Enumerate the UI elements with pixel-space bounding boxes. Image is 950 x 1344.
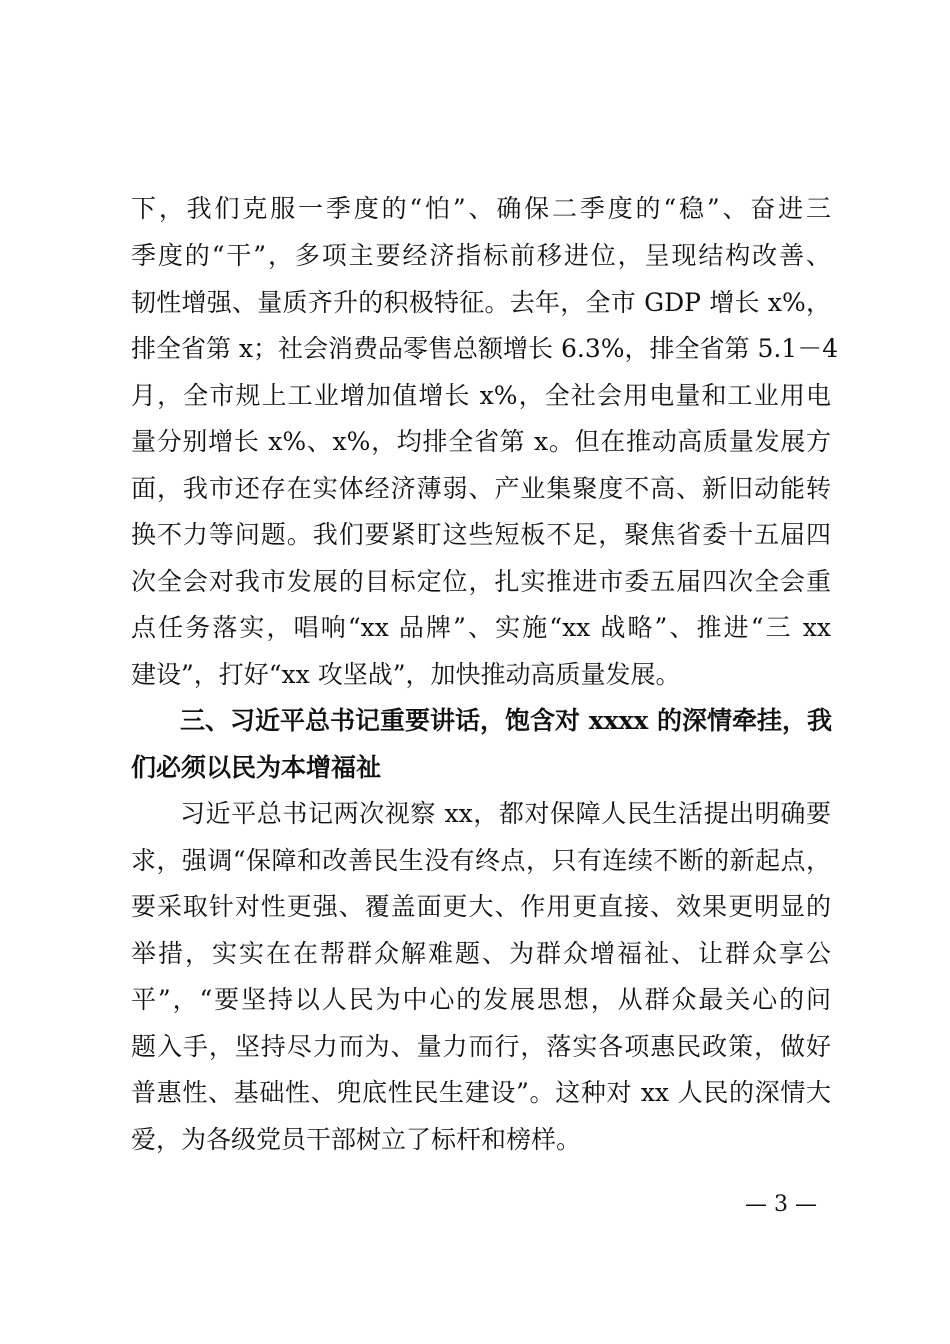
text-line: 题入手，坚持尽力而为、量力而行，落实各项惠民政策，做好	[131, 1032, 831, 1061]
text-line: 季度的“干”，多项主要经济指标前移进位，呈现结构改善、	[131, 241, 831, 270]
text-line: 平”，“要坚持以人民为中心的发展思想，从群众最关心的问	[131, 985, 831, 1014]
text-line: 换不力等问题。我们要紧盯这些短板不足，聚焦省委十五届四	[131, 520, 831, 549]
text-line: 求，强调“保障和改善民生没有终点，只有连续不断的新起点，	[131, 846, 831, 875]
text-line: 量分别增长 x%、x%，均排全省第 x。但在推动高质量发展方	[131, 427, 831, 456]
page-number: — 3 —	[745, 1192, 817, 1217]
text-line: 普惠性、基础性、兜底性民生建设”。这种对 xx 人民的深情大	[131, 1078, 831, 1107]
text-line: 建设”，打好“xx 攻坚战”，加快推动高质量发展。	[131, 660, 681, 689]
text-line: 下，我们克服一季度的“怕”、确保二季度的“稳”、奋进三	[131, 194, 831, 223]
text-line: 次全会对我市发展的目标定位，扎实推进市委五届四次全会重	[131, 567, 831, 596]
text-line: 排全省第 x；社会消费品零售总额增长 6.3%，排全省第 5.1－4	[131, 334, 839, 363]
text-line: 举措，实实在在帮群众解难题、为群众增福祉、让群众享公	[131, 939, 831, 968]
heading-line: 们必须以民为本增福祉	[131, 753, 382, 782]
text-line: 爱，为各级党员干部树立了标杆和榜样。	[131, 1125, 582, 1154]
text-line: 点任务落实，唱响“xx 品牌”、实施“xx 战略”、推进“三 xx	[131, 613, 831, 642]
text-line: 月，全市规上工业增加值增长 x%，全社会用电量和工业用电	[131, 381, 831, 410]
text-line: 面，我市还存在实体经济薄弱、产业集聚度不高、新旧动能转	[131, 474, 831, 503]
heading-line: 三、习近平总书记重要讲话，饱含对 xxxx 的深情牵挂，我	[180, 706, 833, 735]
text-line: 习近平总书记两次视察 xx，都对保障人民生活提出明确要	[180, 799, 831, 828]
text-line: 要采取针对性更强、覆盖面更大、作用更直接、效果更明显的	[131, 892, 831, 921]
text-line: 韧性增强、量质齐升的积极特征。去年，全市 GDP 增长 x%，	[131, 288, 831, 317]
